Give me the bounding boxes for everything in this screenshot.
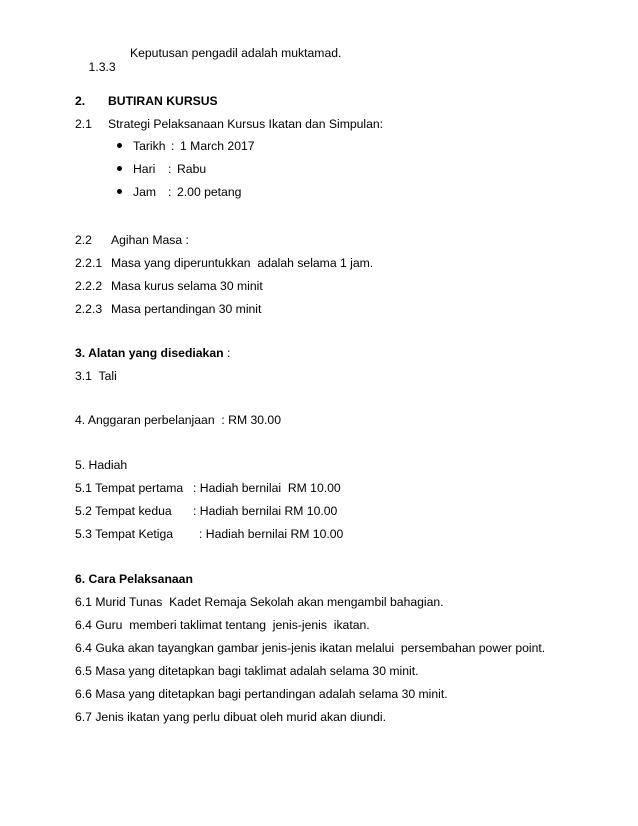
item-2-1-text: Strategi Pelaksanaan Kursus Ikatan dan Simpulan: (108, 117, 384, 131)
bullet-tarikh-label: Tarikh (133, 139, 166, 153)
section-3-title: 3. Alatan yang disediakan (75, 346, 224, 360)
prize-1-detail: : Hadiah bernilai RM 10.00 (193, 481, 341, 495)
bullet-icon (117, 143, 122, 148)
section-5-title: 5. Hadiah (75, 458, 128, 472)
prize-1-place: 5.1 Tempat pertama (75, 481, 184, 495)
section-2-title: BUTIRAN KURSUS (108, 94, 218, 108)
section-2-number: 2. (75, 94, 86, 108)
prize-3-detail: : Hadiah bernilai RM 10.00 (199, 527, 344, 541)
bullet-tarikh-sep: : (171, 139, 175, 153)
prize-3-place: 5.3 Tempat Ketiga (75, 527, 174, 541)
bullet-icon (117, 189, 122, 194)
item-2-2-3-text: Masa pertandingan 30 minit (111, 302, 262, 316)
item-2-2-1-number: 2.2.1 (75, 256, 103, 270)
prize-2-detail: : Hadiah bernilai RM 10.00 (193, 504, 338, 518)
item-2-2-number: 2.2 (75, 233, 92, 247)
step-6-6: 6.6 Masa yang ditetapkan bagi pertandingan adalah selama 30 minit. (75, 687, 448, 701)
item-number: 1.3.3 (88, 60, 116, 74)
section-3-suffix: : (223, 346, 231, 360)
bullet-jam-label: Jam (133, 185, 157, 199)
step-6-1: 6.1 Murid Tunas Kadet Remaja Sekolah akan mengambil bahagian. (75, 595, 444, 609)
item-2-1-number: 2.1 (75, 117, 92, 131)
item-2-2-1-text: Masa yang diperuntukkan adalah selama 1 jam. (111, 256, 374, 270)
item-2-2-2-number: 2.2.2 (75, 279, 103, 293)
bullet-jam-sep: : (168, 185, 172, 199)
bullet-hari-value: Rabu (177, 162, 207, 176)
item-3-1: 3.1 Tali (75, 369, 117, 383)
section-6-title: 6. Cara Pelaksanaan (75, 572, 193, 586)
step-6-4b: 6.4 Guka akan tayangkan gambar jenis-jenis ikatan melalui persembahan power point. (75, 641, 546, 655)
item-1-3-3-text: Keputusan pengadil adalah muktamad. (130, 46, 342, 60)
step-6-4a: 6.4 Guru memberi taklimat tentang jenis-jenis ikatan. (75, 618, 370, 632)
bullet-hari-sep: : (168, 162, 172, 176)
bullet-icon (117, 166, 122, 171)
bullet-jam-value: 2.00 petang (177, 185, 242, 199)
step-6-7: 6.7 Jenis ikatan yang perlu dibuat oleh murid akan diundi. (75, 710, 386, 724)
item-2-2-3-number: 2.2.3 (75, 302, 103, 316)
item-2-2-2-text: Masa kurus selama 30 minit (111, 279, 263, 293)
bullet-tarikh-value: 1 March 2017 (180, 139, 255, 153)
section-4-budget: 4. Anggaran perbelanjaan : RM 30.00 (75, 413, 281, 427)
bullet-hari-label: Hari (133, 162, 156, 176)
item-1-3-3 (75, 46, 116, 88)
step-6-5: 6.5 Masa yang ditetapkan bagi taklimat adalah selama 30 minit. (75, 664, 419, 678)
prize-2-place: 5.2 Tempat kedua (75, 504, 172, 518)
section-3-heading (75, 346, 230, 360)
item-2-2-text: Agihan Masa : (111, 233, 189, 247)
